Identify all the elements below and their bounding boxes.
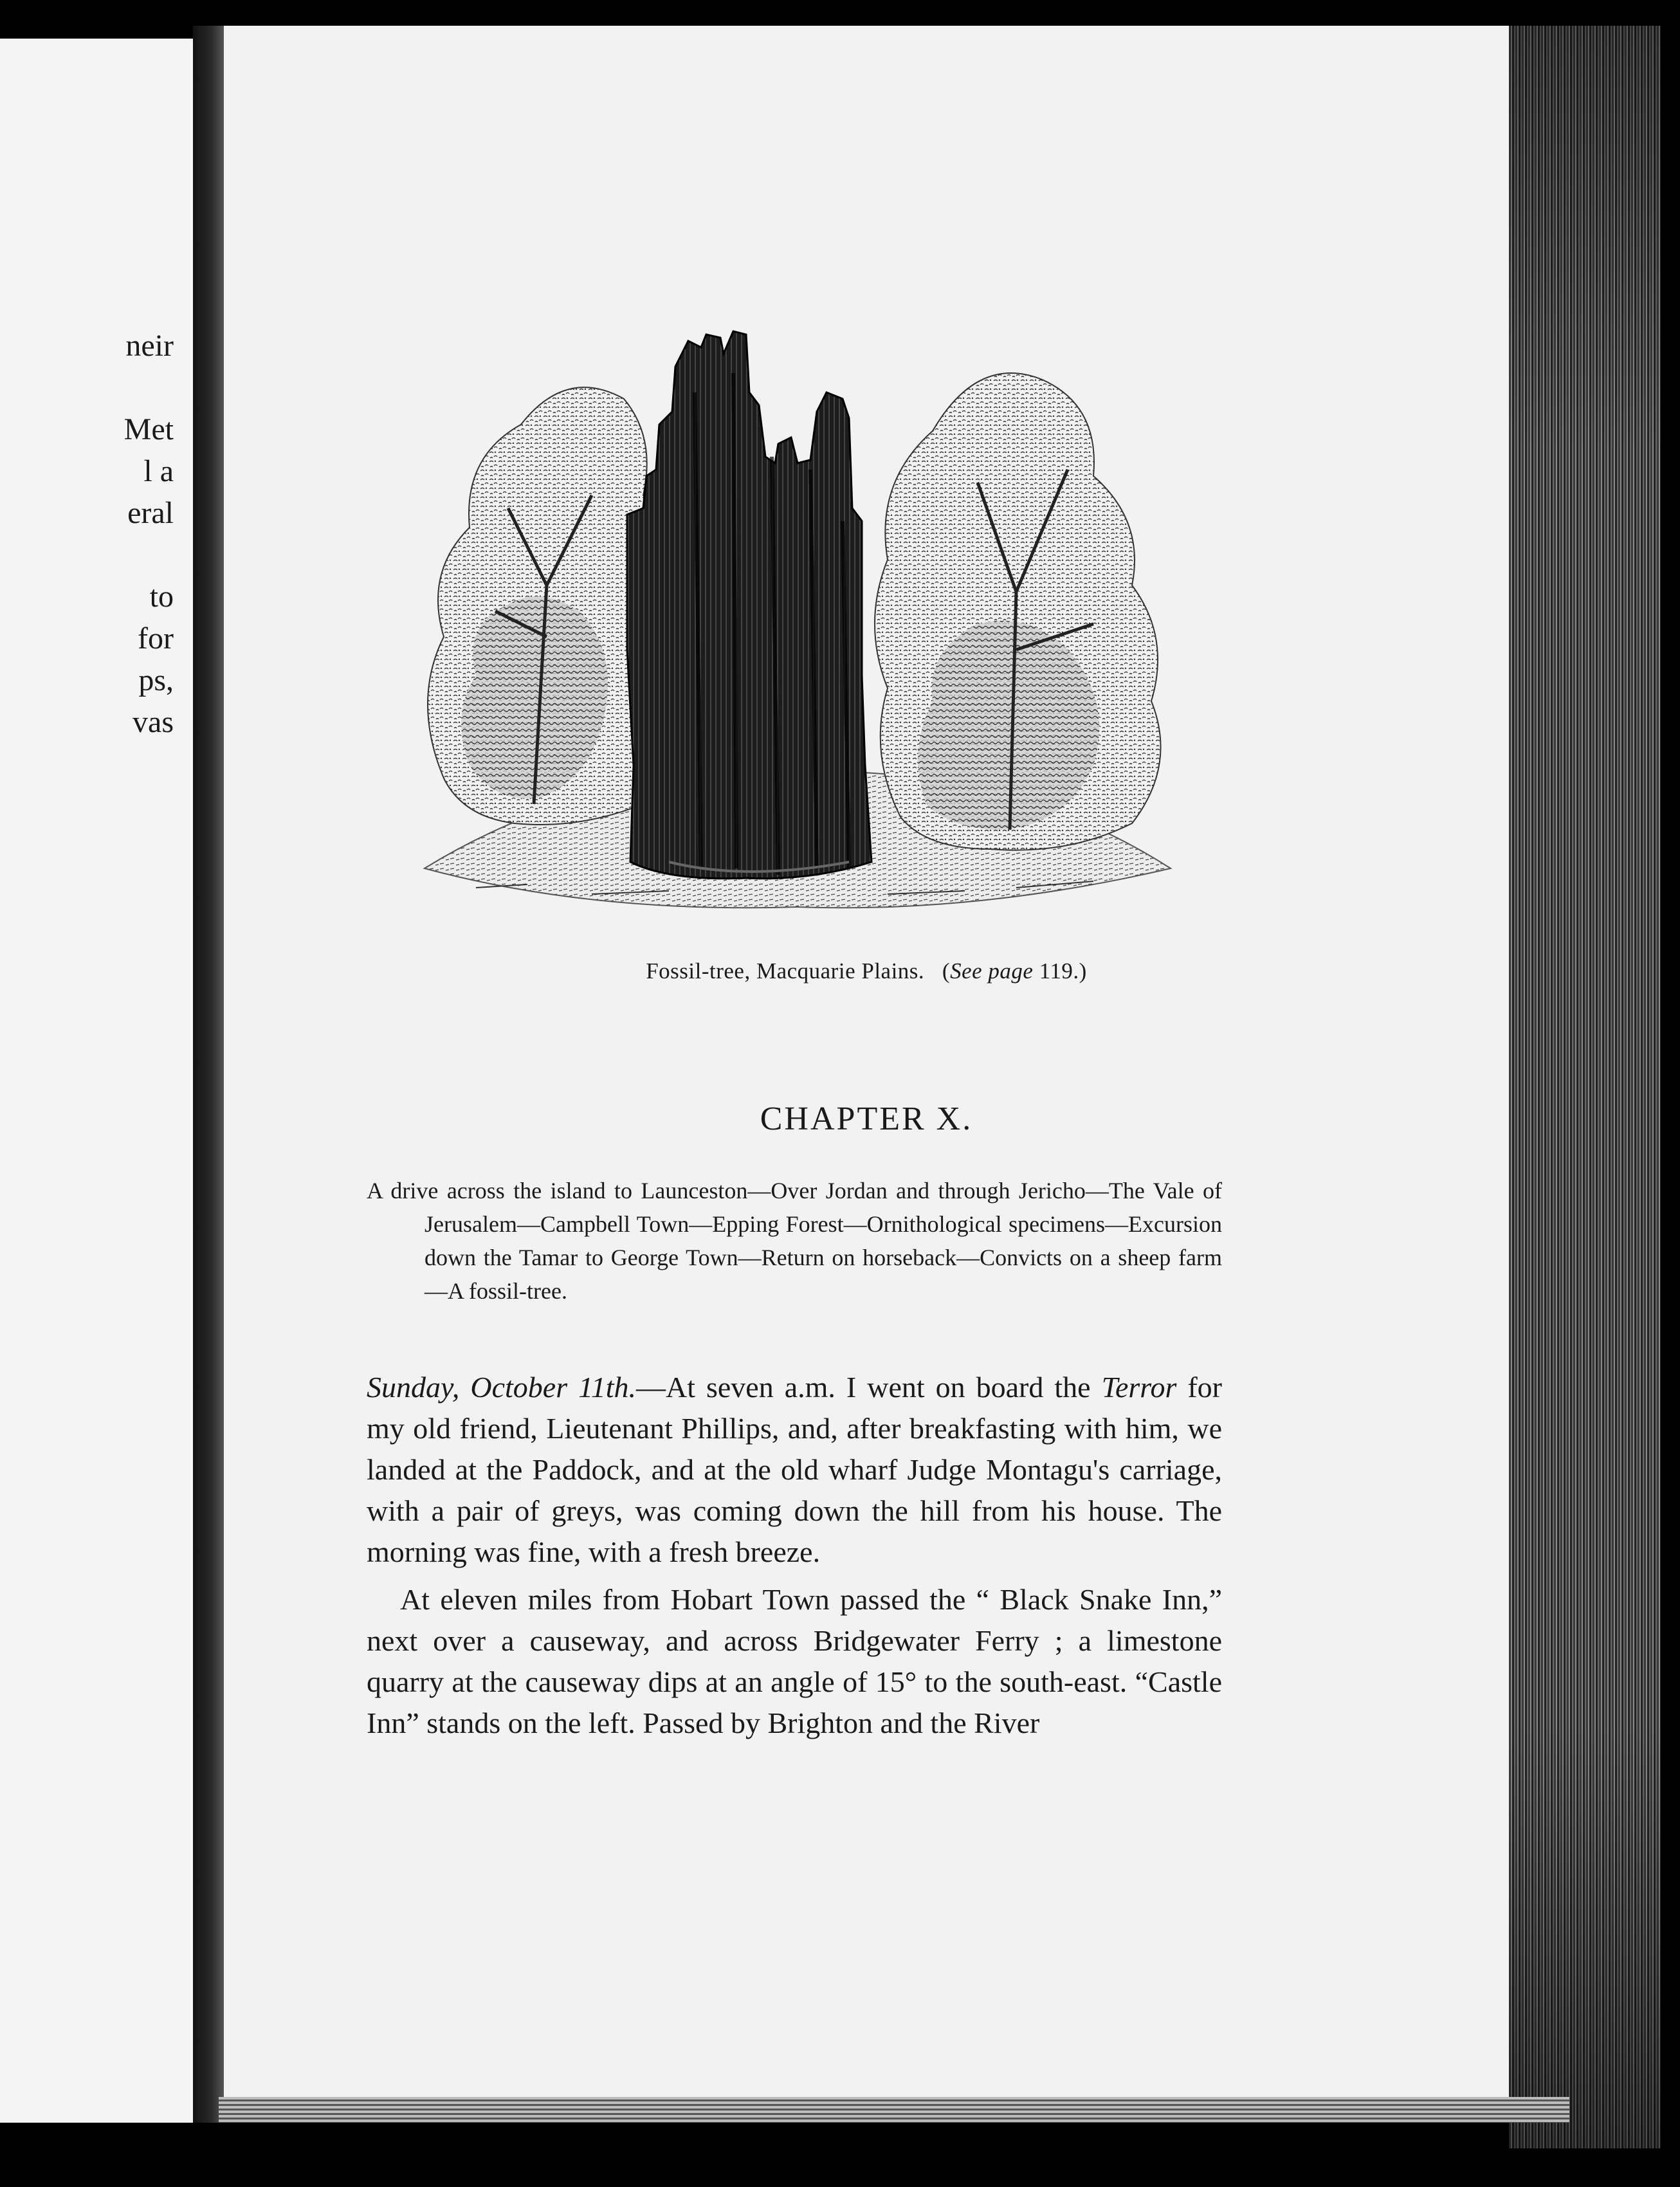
illustration-caption	[224, 958, 1509, 984]
page-edges	[1509, 26, 1661, 2148]
paragraph-2: At eleven miles from Hobart Town passed the “ Black Snake Inn,” next over a causeway, and across Bridgewater Ferry ; a limestone quarry at the causeway dips at an angle of 15° to the south-east. “Castle Inn” stands on the left. Passed by Brighton and the River	[367, 1583, 1222, 1739]
left-page-fragment: vas	[132, 705, 174, 739]
left-page-fragment: eral	[127, 496, 174, 530]
left-page-fragment: l a	[143, 454, 174, 488]
left-page-fragment: neir	[125, 329, 174, 363]
caption-ref-italic: See page	[950, 958, 1034, 984]
paragraph-1-text-b: for my old friend, Lieutenant Phillips, and, after breakfasting with him, we landed at the Paddock, and at the old wharf Judge Montagu's carriage, with a pair of greys, was coming down the hill from his house. The morning was fine, with a fresh breeze.	[367, 1371, 1222, 1568]
left-page-fragment: ps,	[138, 663, 174, 697]
caption-ref-page: 119.)	[1033, 958, 1087, 984]
chapter-summary: A drive across the island to Launceston—Over Jordan and through Jericho—The Vale of Jerusalem—Campbell Town—Epping Forest—Ornithological specimens—Excursion down the Tamar to George Town—Return on horseback—Convicts on a sheep farm—A fossil-tree.	[367, 1178, 1222, 1304]
ship-name: Terror	[1101, 1371, 1177, 1404]
caption-title: Fossil-tree, Macquarie Plains.	[646, 958, 925, 984]
left-page-fragment: to	[149, 580, 174, 614]
chapter-title: CHAPTER X.	[760, 1101, 973, 1137]
fossil-tree-illustration	[399, 315, 1196, 933]
entry-date: Sunday, October 11th.	[367, 1371, 636, 1404]
left-page-fragment: Met	[123, 412, 174, 446]
caption-ref-open: (	[942, 958, 951, 984]
bottom-page-edge	[219, 2097, 1569, 2123]
paragraph-1	[367, 1367, 1222, 1573]
previous-page	[0, 39, 197, 2123]
left-page-fragment: for	[138, 621, 174, 655]
book-gutter	[193, 26, 224, 2123]
body-text	[367, 1367, 1222, 1744]
paragraph-1-text-a: —At seven a.m. I went on board the	[635, 1371, 1102, 1404]
